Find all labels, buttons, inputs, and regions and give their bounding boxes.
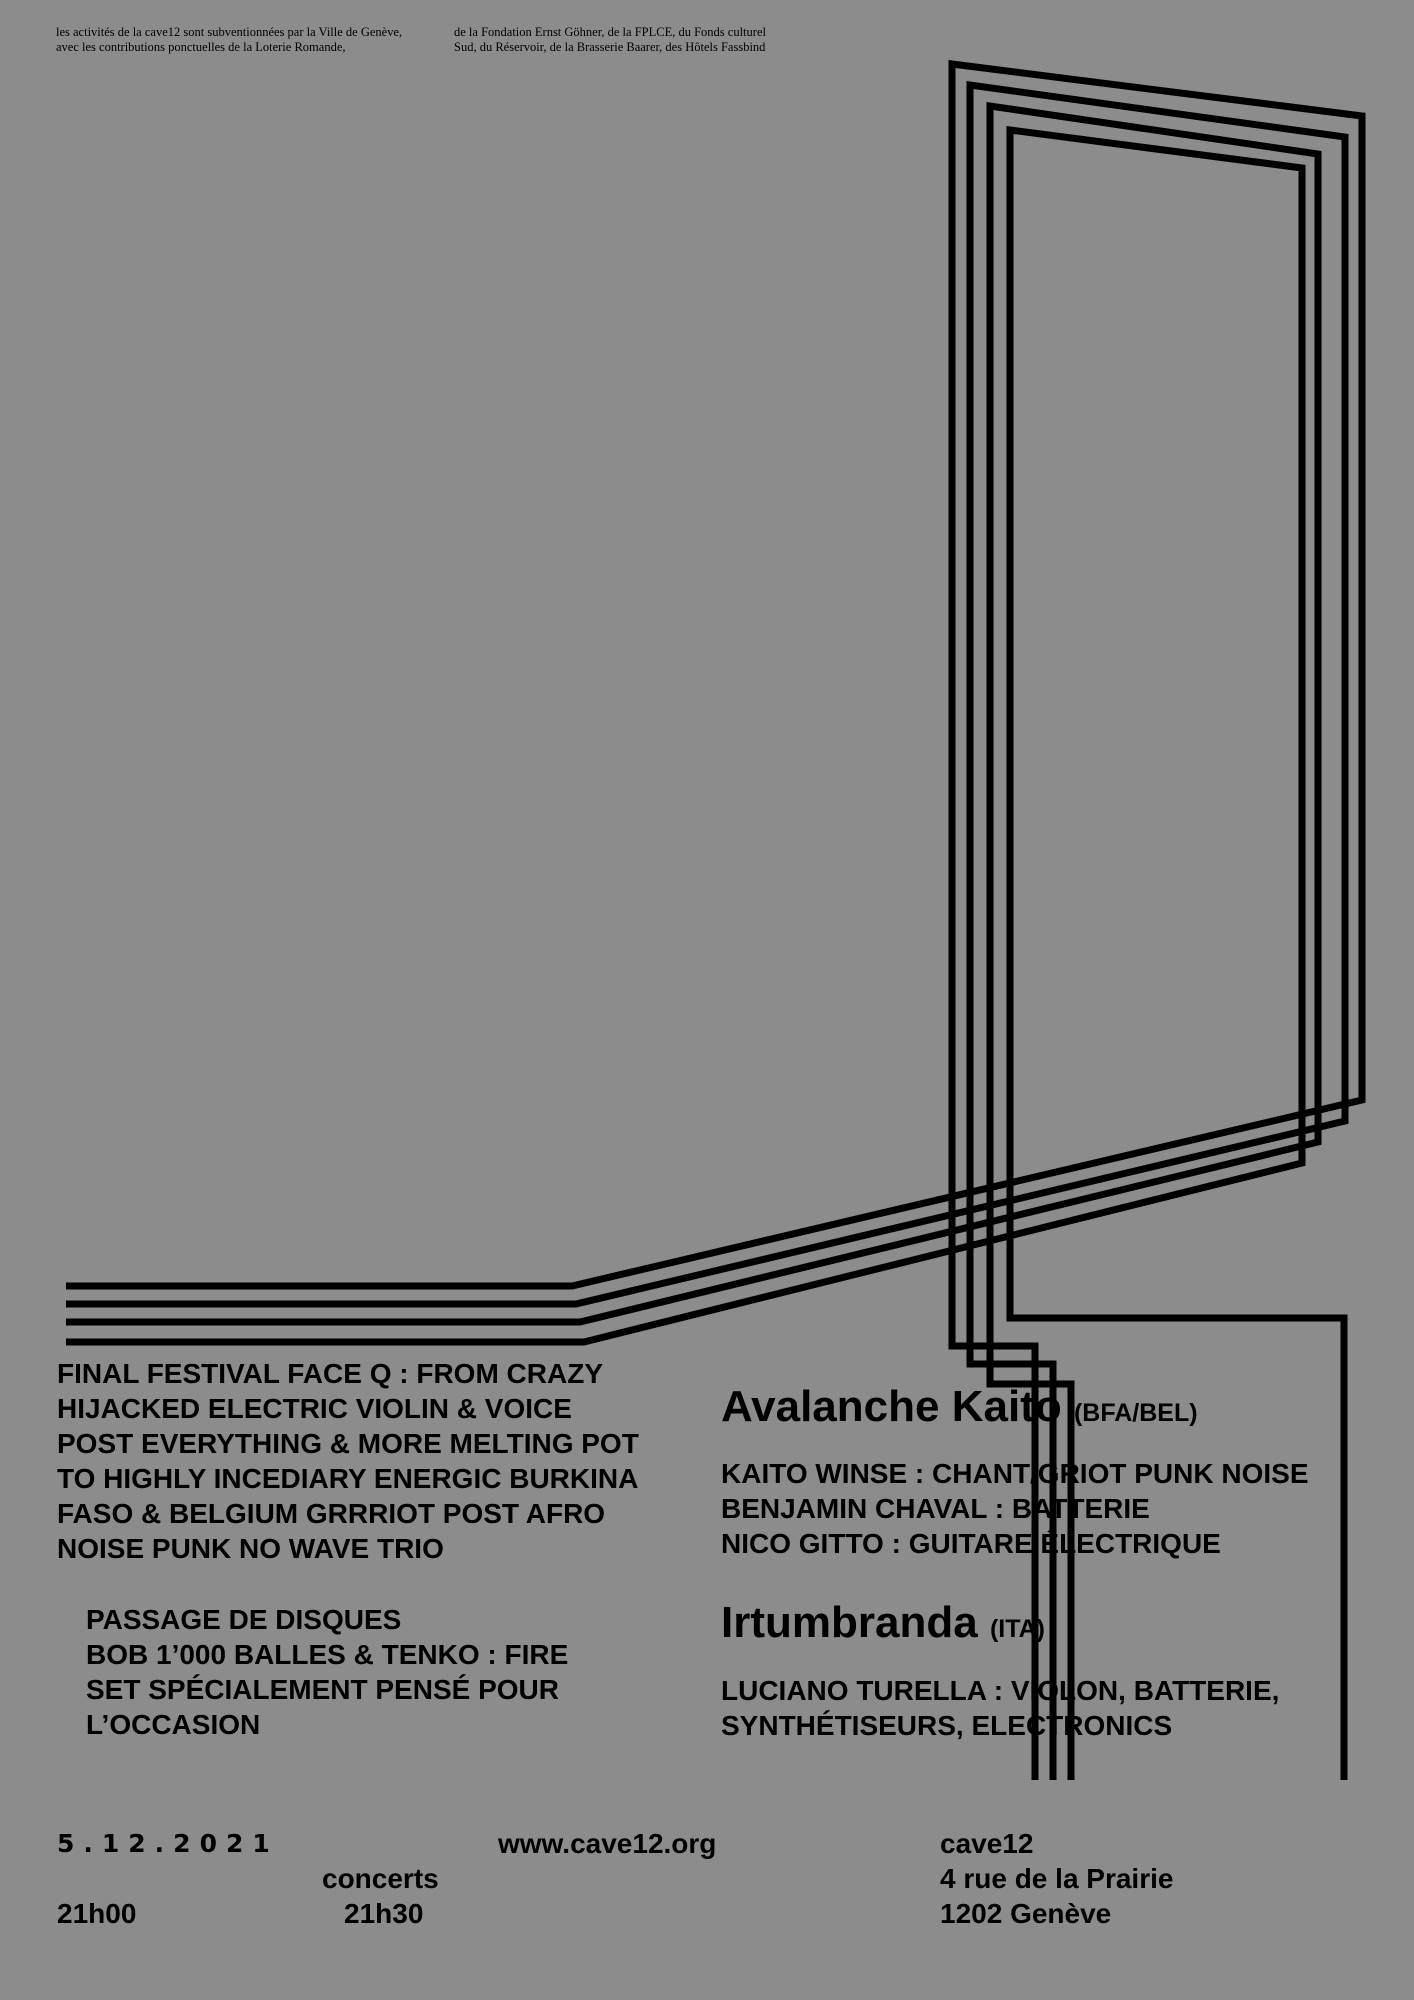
band-members-irtumbranda bbox=[721, 1673, 1279, 1743]
description-line: FASO & BELGIUM GRRRIOT POST AFRO bbox=[57, 1498, 606, 1529]
concerts-label: concerts bbox=[322, 1863, 439, 1894]
records-line: PASSAGE DE DISQUES bbox=[86, 1604, 402, 1635]
records-line: L’OCCASION bbox=[86, 1709, 261, 1740]
band-name: Avalanche Kaito bbox=[721, 1382, 1062, 1431]
credits-right: de la Fondation Ernst Göhner, de la FPLCE, du Fonds culturel Sud, du Réservoir, de la Brasserie Baarer, des Hôtels Fassbind bbox=[454, 25, 766, 54]
festival-description bbox=[57, 1356, 717, 1566]
band-title-irtumbranda bbox=[721, 1598, 1045, 1654]
band-origin: (BFA/BEL) bbox=[1073, 1399, 1198, 1427]
member-line: NICO GITTO : GUITARE ÉLECTRIQUE bbox=[721, 1528, 1221, 1559]
band-title-avalanche-kaito bbox=[721, 1382, 1198, 1438]
band-name: Irtumbranda bbox=[721, 1598, 978, 1647]
description-line: FINAL FESTIVAL FACE Q : FROM CRAZY bbox=[57, 1358, 603, 1389]
venue-city: 1202 Genève bbox=[940, 1898, 1112, 1929]
records-line: BOB 1’000 BALLES & TENKO : FIRE bbox=[86, 1639, 569, 1670]
band-members-avalanche-kaito bbox=[721, 1456, 1309, 1561]
venue-name: cave12 bbox=[940, 1828, 1034, 1859]
description-line: POST EVERYTHING & MORE MELTING POT bbox=[57, 1428, 639, 1459]
member-line: KAITO WINSE : CHANT/GRIOT PUNK NOISE bbox=[721, 1458, 1309, 1489]
description-line: NOISE PUNK NO WAVE TRIO bbox=[57, 1533, 444, 1564]
website-link[interactable]: www.cave12.org bbox=[498, 1828, 717, 1859]
band-origin: (ITA) bbox=[989, 1615, 1046, 1643]
event-date: 5.12.2021 bbox=[57, 1829, 279, 1858]
description-line: HIJACKED ELECTRIC VIOLIN & VOICE bbox=[57, 1393, 572, 1424]
records-line: SET SPÉCIALEMENT PENSÉ POUR bbox=[86, 1674, 559, 1705]
venue-street: 4 rue de la Prairie bbox=[940, 1863, 1174, 1894]
member-line: SYNTHÉTISEURS, ELECTRONICS bbox=[721, 1710, 1173, 1741]
description-line: TO HIGHLY INCEDIARY ENERGIC BURKINA bbox=[57, 1463, 639, 1494]
member-line: BENJAMIN CHAVAL : BATTERIE bbox=[721, 1493, 1150, 1524]
credits-left: les activités de la cave12 sont subventionnées par la Ville de Genève, avec les contributions ponctuelles de la Loterie Romande, bbox=[56, 25, 403, 54]
concerts-time: 21h30 bbox=[344, 1898, 424, 1929]
member-line: LUCIANO TURELLA : VIOLON, BATTERIE, bbox=[721, 1675, 1280, 1706]
records-info bbox=[86, 1602, 726, 1742]
doors-time: 21h00 bbox=[57, 1898, 137, 1929]
